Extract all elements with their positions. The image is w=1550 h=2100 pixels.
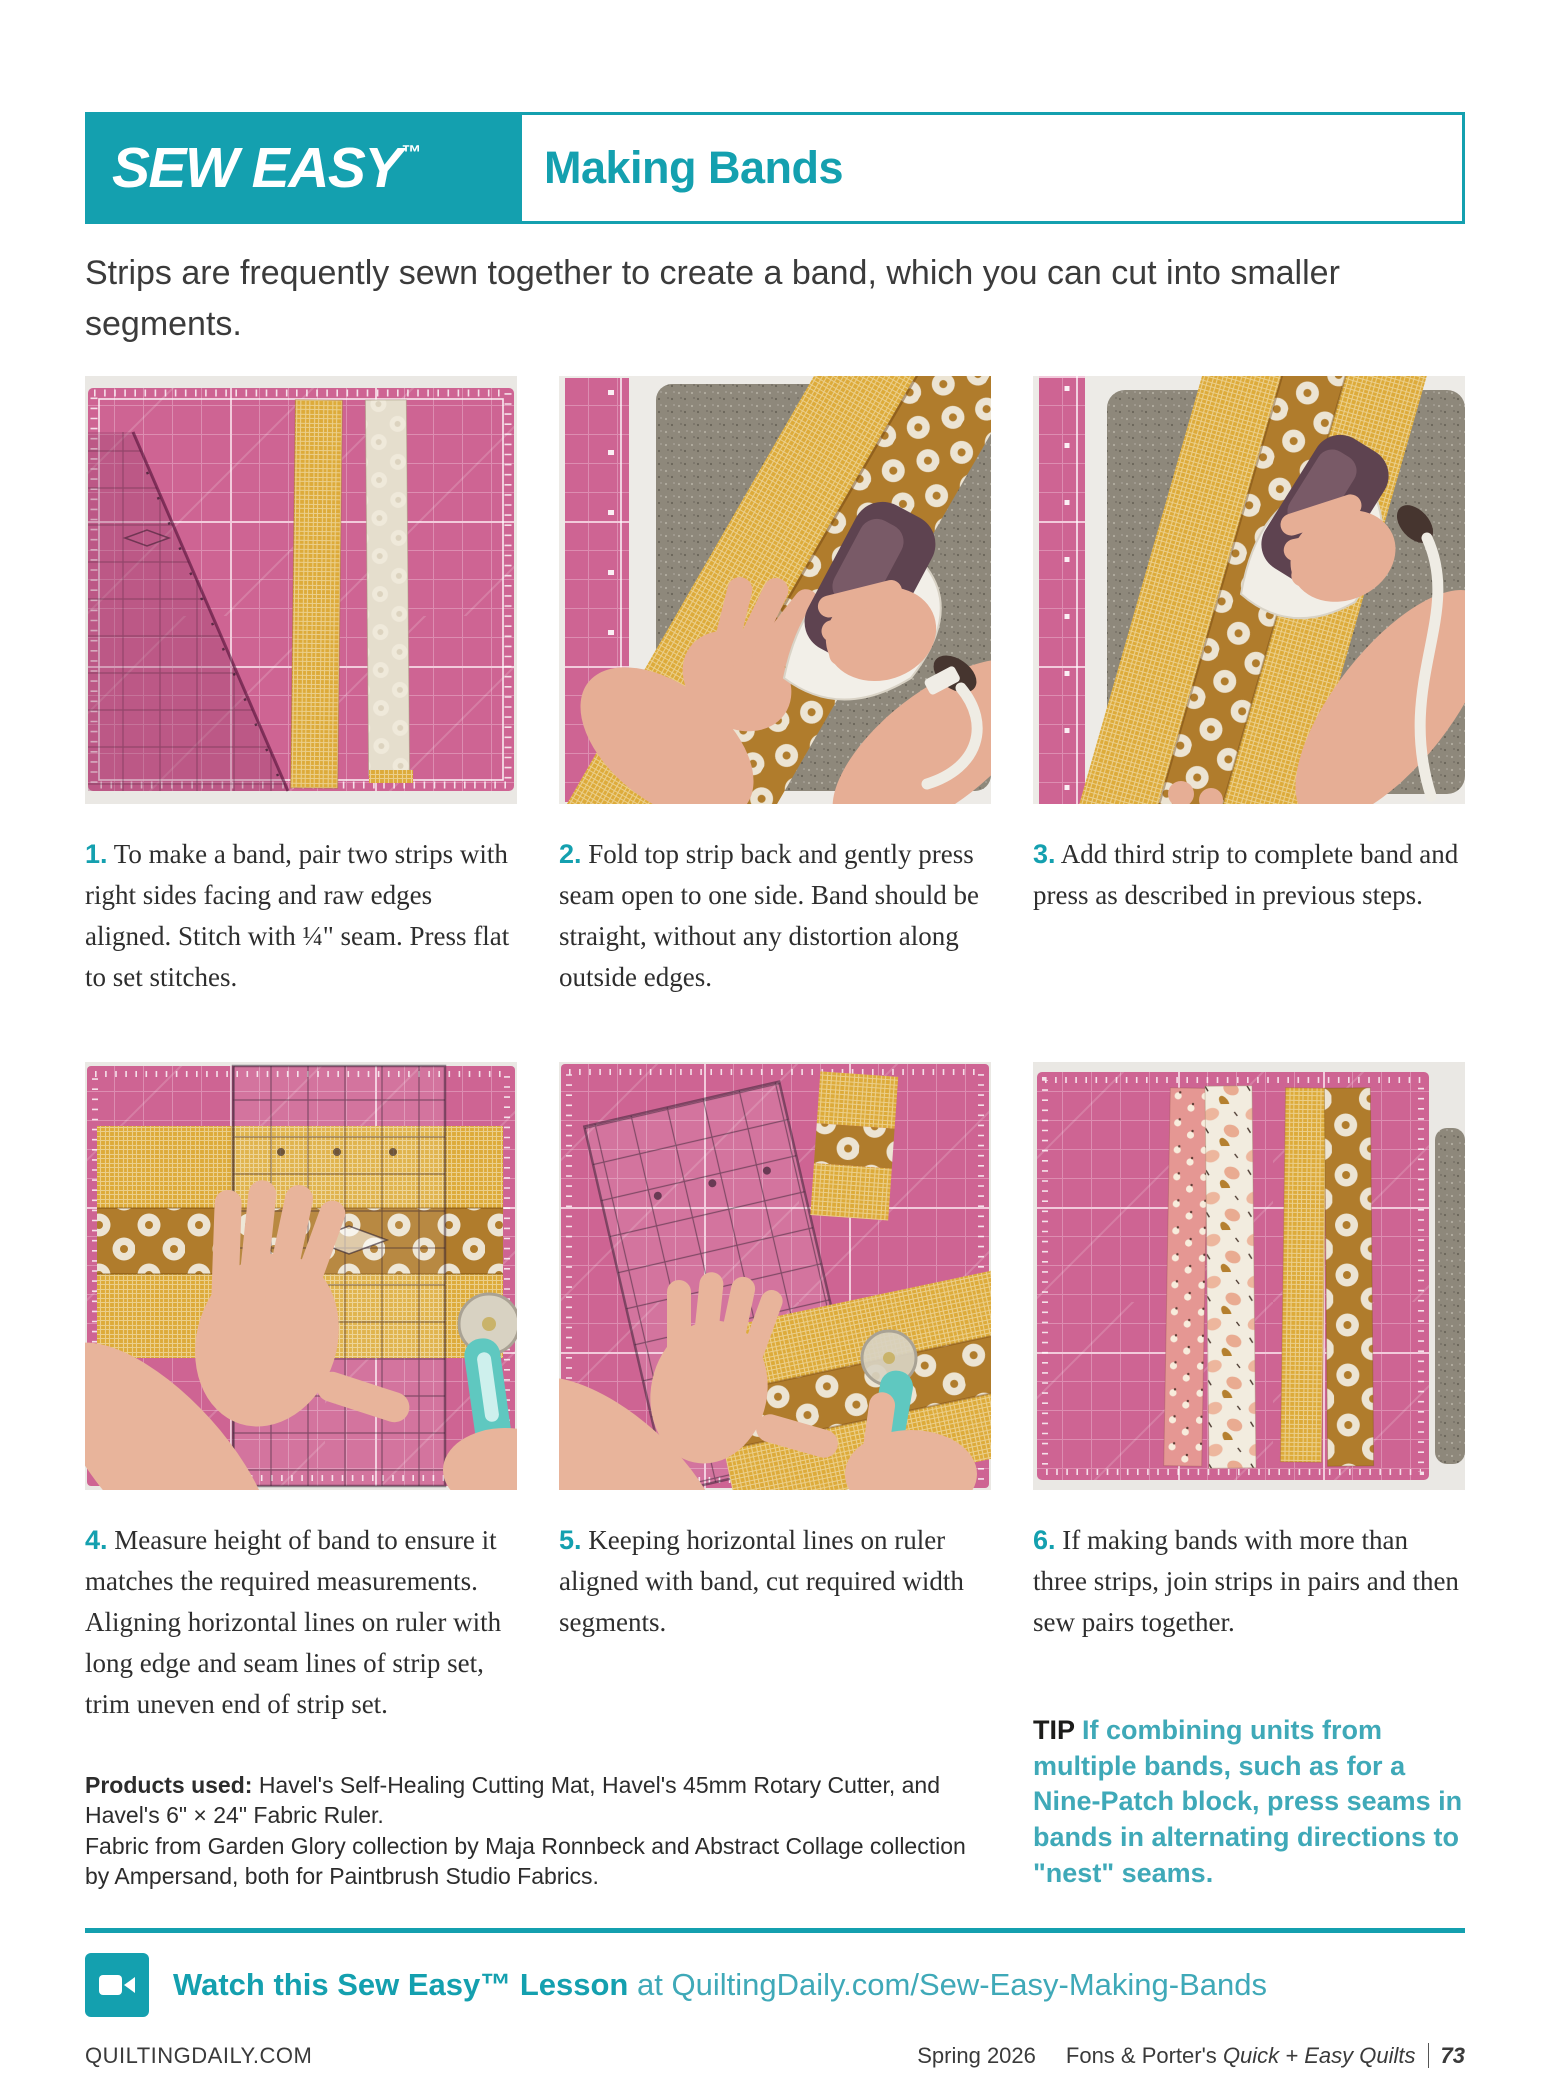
products-used <box>85 1770 991 1892</box>
photo-step-4 <box>85 1062 517 1490</box>
step-number: 2. <box>559 839 582 869</box>
pink-ruler <box>1039 376 1085 804</box>
step-caption-4 <box>85 1520 517 1752</box>
step-text: If making bands with more than three strips, join strips in pairs and then sew pairs together. <box>1033 1525 1459 1638</box>
footer-page-number: 73 <box>1428 2043 1465 2068</box>
footer-season: Spring 2026 <box>917 2043 1036 2069</box>
intro-text: Strips are frequently sewn together to create a band, which you can cut into smaller segments. <box>85 254 1340 343</box>
brand-logo: SEW EASY™ <box>112 136 421 200</box>
products-line-2: Fabric from Garden Glory collection by Maja Ronnbeck and Abstract Collage collection by Ampersand, both for Paintbrush Studio Fabrics. <box>85 1832 966 1890</box>
step-text: Fold top strip back and gently press seam open to one side. Band should be straight, without any distortion along outside edges. <box>559 839 979 993</box>
step-number: 5. <box>559 1525 582 1556</box>
strip-gold-rings <box>1324 1088 1373 1466</box>
header-band <box>85 112 1465 224</box>
watch-lesson-link[interactable]: at QuiltingDaily.com/Sew-Easy-Making-Bands <box>637 1967 1267 2003</box>
photo-step-3 <box>1033 376 1465 804</box>
step-text: To make a band, pair two strips with right sides facing and raw edges aligned. Stitch with ¼" seam. Press flat to set stitches. <box>85 839 510 993</box>
step-caption-5 <box>559 1520 991 1752</box>
yellow-strip <box>291 400 343 789</box>
step-caption-6 <box>1033 1520 1465 1643</box>
step-number: 3. <box>1033 839 1056 869</box>
step-number: 6. <box>1033 1525 1056 1556</box>
cut-segment <box>810 1072 898 1221</box>
header-title-area <box>522 115 1462 221</box>
step-text: Keeping horizontal lines on ruler aligned with band, cut required width segments. <box>559 1525 964 1638</box>
step-text: Measure height of band to ensure it matches the required measurements. Aligning horizontal lines on ruler with long edge and seam lines of strip set, trim uneven end of strip set. <box>85 1525 502 1720</box>
teal-divider-rule <box>85 1928 1465 1933</box>
brand-box <box>88 115 522 221</box>
strip-cream-floral <box>1205 1086 1256 1468</box>
tip-box <box>1033 1713 1465 1891</box>
step-number: 4. <box>85 1525 108 1556</box>
photo-step-2 <box>559 376 991 804</box>
products-line-1: Products used: Havel's Self-Healing Cutting Mat, Havel's 45mm Rotary Cutter, and Havel's 6" × 24" Fabric Ruler. <box>85 1771 940 1829</box>
step-caption-1 <box>85 834 517 998</box>
page-title: Making Bands <box>544 142 844 193</box>
strip-pink-floral <box>1164 1088 1209 1467</box>
watch-lesson-banner <box>85 1953 1465 2017</box>
photo-step-6 <box>1033 1062 1465 1490</box>
cream-strip <box>365 400 413 783</box>
felt-edge <box>1435 1128 1465 1464</box>
watch-lesson-label: Watch this Sew Easy™ Lesson <box>173 1967 629 2003</box>
strip-yellow <box>1280 1088 1326 1463</box>
footer-magazine-title: Quick + Easy Quilts <box>1222 2043 1416 2069</box>
step-caption-3 <box>1033 834 1465 998</box>
caption-row-2 <box>85 1520 1465 1918</box>
footer-site: QUILTINGDAILY.COM <box>85 2043 313 2069</box>
products-label: Products used: <box>85 1771 253 1798</box>
photo-step-1 <box>85 376 517 804</box>
footer-publisher: Fons & Porter's <box>1065 2043 1217 2069</box>
video-camera-icon <box>85 1953 149 2017</box>
step-text: Add third strip to complete band and press as described in previous steps. <box>1033 839 1459 911</box>
tip-text: If combining units from multiple bands, such as for a Nine-Patch block, press seams in bands in alternating directions to "nest" seams. <box>1033 1715 1463 1888</box>
page-footer <box>85 2043 1465 2069</box>
footer-issue-info <box>917 2043 1465 2069</box>
photo-row-1 <box>85 376 1465 804</box>
caption-row-1 <box>85 834 1465 998</box>
photo-row-2 <box>85 1062 1465 1490</box>
trademark-symbol: ™ <box>400 142 421 164</box>
watch-lesson-text <box>173 1967 1267 2003</box>
step-caption-2 <box>559 834 991 998</box>
step-number: 1. <box>85 839 108 869</box>
photo-step-5 <box>559 1062 991 1490</box>
tip-label: TIP <box>1033 1715 1075 1746</box>
caption-tip-column <box>1033 1520 1465 1918</box>
